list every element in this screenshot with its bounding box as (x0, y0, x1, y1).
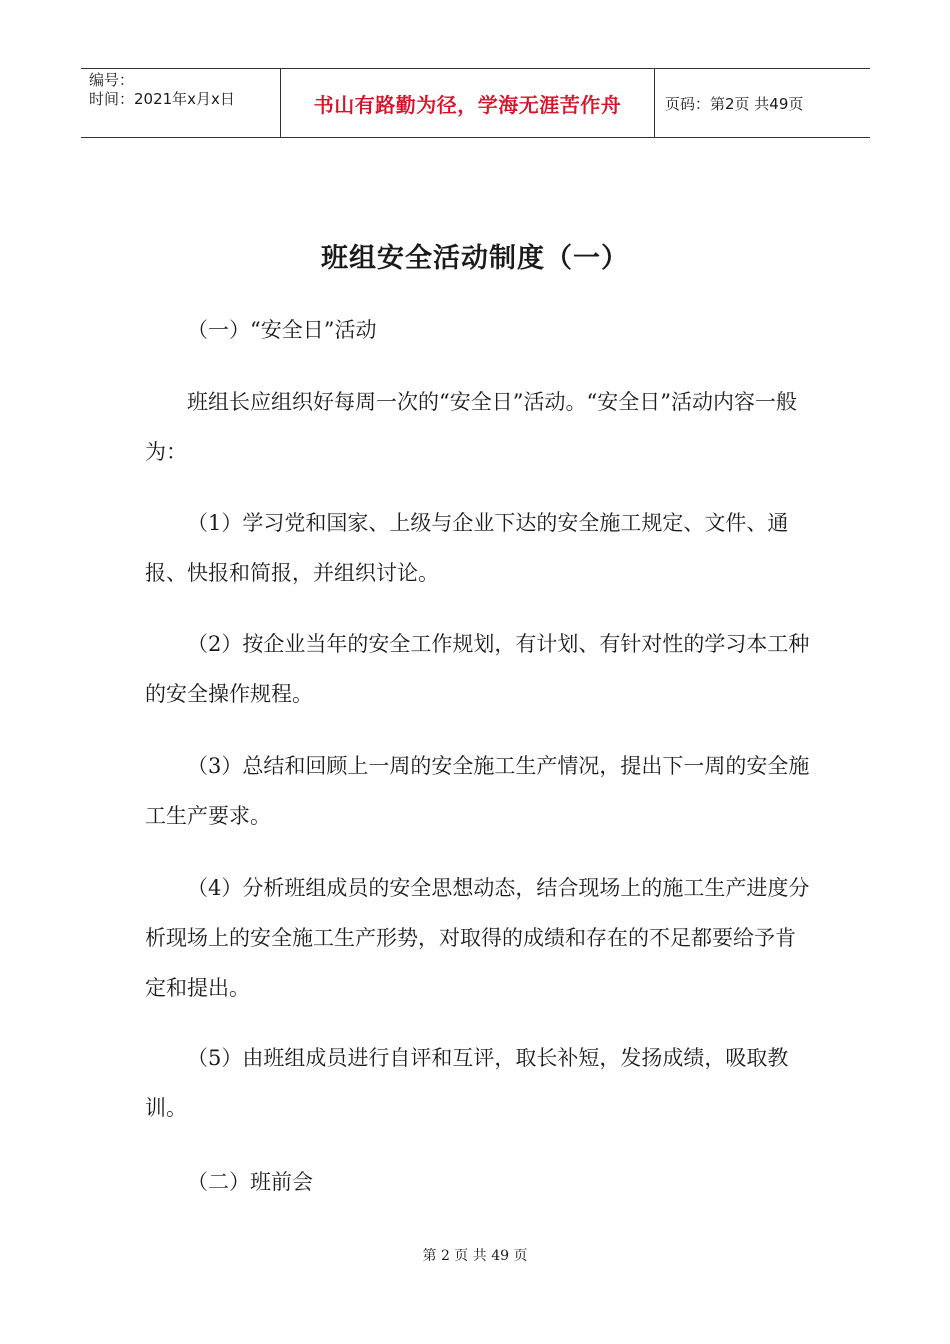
section-heading-2: （二）班前会 (187, 1170, 313, 1194)
document-number-label: 编号： (89, 71, 135, 89)
header-meta (81, 69, 281, 137)
document-date: 时间：2021年x月x日 (89, 90, 235, 108)
header-page-info: 页码：第2页 共49页 (665, 94, 804, 113)
paragraph-item-3: （3）总结和回顾上一周的安全施工生产情况，提出下一周的安全施工生产要求。 (145, 754, 810, 828)
paragraph-item-1: （1）学习党和国家、上级与企业下达的安全施工规定、文件、通报、快报和简报，并组织讨论。 (145, 511, 789, 585)
paragraph-item-5: （5）由班组成员进行自评和互评，取长补短，发扬成绩，吸取教训。 (145, 1046, 789, 1120)
header-motto: 书山有路勤为径，学海无涯苦作舟 (281, 69, 655, 137)
section-heading-1: （一）“安全日”活动 (187, 318, 377, 342)
document-title: 班组安全活动制度（一） (321, 243, 629, 274)
paragraph-item-2: （2）按企业当年的安全工作规划，有计划、有针对性的学习本工种的安全操作规程。 (145, 632, 810, 706)
page-footer: 第 2 页 共 49 页 (422, 1248, 528, 1264)
document-header (81, 68, 870, 138)
paragraph-intro: 班组长应组织好每周一次的“安全日”活动。“安全日”活动内容一般为： (145, 390, 797, 464)
paragraph-item-4: （4）分析班组成员的安全思想动态，结合现场上的施工生产进度分析现场上的安全施工生产形势，对取得的成绩和存在的不足都要给予肯定和提出。 (145, 876, 810, 1000)
